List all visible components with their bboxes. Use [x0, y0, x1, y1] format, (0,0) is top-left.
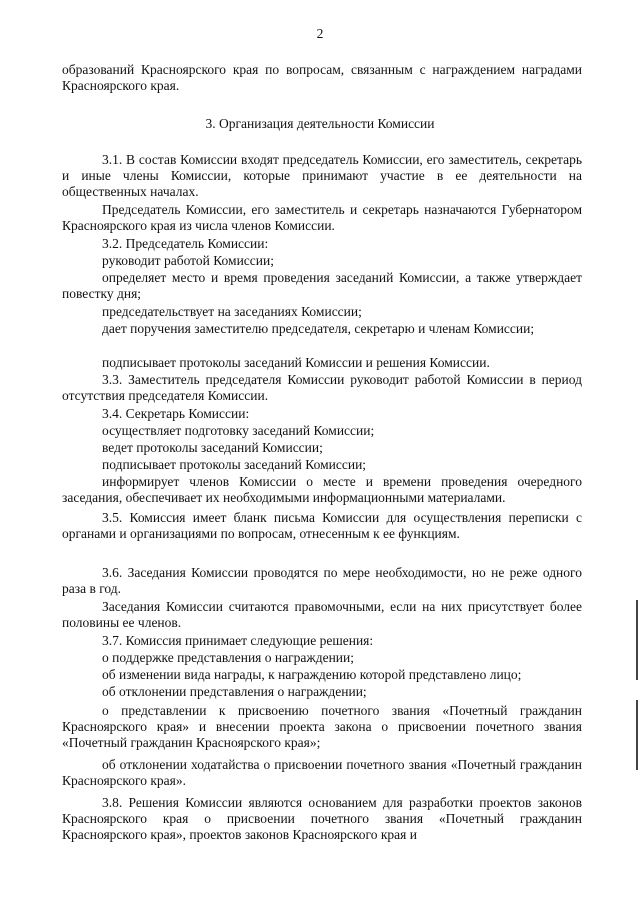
list-item: подписывает протоколы заседаний Комиссии и решения Комиссии.: [102, 355, 490, 370]
paragraph-3-5: 3.5. Комиссия имеет бланк письма Комиссии для осуществления переписки с органами и организациями по вопросам, отнесенным к ее функциям.: [62, 510, 582, 541]
paragraph-3-2: 3.2. Председатель Комиссии:: [102, 236, 269, 251]
section-heading: 3. Организация деятельности Комиссии: [205, 116, 435, 131]
paragraph-quorum: Заседания Комиссии считаются правомочными, если на них присутствует более половины ее членов.: [62, 599, 582, 630]
paragraph-3-1: 3.1. В состав Комиссии входят председатель Комиссии, его заместитель, секретарь и иные члены Комиссии, которые принимают участие в ее деятельности на общественных началах.: [62, 152, 582, 199]
paragraph-3-6: 3.6. Заседания Комиссии проводятся по мере необходимости, но не реже одного раза в год.: [62, 565, 582, 596]
list-item: председательствует на заседаниях Комиссии;: [102, 304, 362, 319]
list-item: об изменении вида награды, к награждению которой представлено лицо;: [102, 667, 522, 682]
scan-edge-mark: [636, 600, 638, 680]
paragraph-3-8: 3.8. Решения Комиссии являются основанием для разработки проектов законов Красноярского края о присвоении почетного звания «Почетный гражданин Красноярского края», проектов законов Красноярского края и: [62, 795, 582, 842]
list-item: дает поручения заместителю председателя, секретарю и членам Комиссии;: [102, 321, 535, 336]
list-item: об отклонении ходатайства о присвоении почетного звания «Почетный гражданин Красноярского края».: [62, 757, 582, 788]
list-item: ведет протоколы заседаний Комиссии;: [102, 440, 323, 455]
list-item: информирует членов Комиссии о месте и времени проведения очередного заседания, обеспечивает их необходимыми информационными материалами.: [62, 474, 582, 505]
paragraph-3-3: 3.3. Заместитель председателя Комиссии руководит работой Комиссии в период отсутствия председателя Комиссии.: [62, 372, 582, 403]
scan-edge-mark: [636, 700, 638, 770]
list-item: определяет место и время проведения заседаний Комиссии, а также утверждает повестку дня;: [62, 270, 582, 301]
paragraph-3-4: 3.4. Секретарь Комиссии:: [102, 406, 250, 421]
page-number: 2: [316, 26, 324, 41]
list-item: подписывает протоколы заседаний Комиссии;: [102, 457, 367, 472]
intro-text: образований Красноярского края по вопросам, связанным с награждением наградами Красноярского края.: [62, 62, 582, 93]
list-item: об отклонении представления о награждении;: [102, 684, 367, 699]
paragraph-3-7: 3.7. Комиссия принимает следующие решения:: [102, 633, 374, 648]
list-item: осуществляет подготовку заседаний Комиссии;: [102, 423, 375, 438]
list-item: о представлении к присвоению почетного звания «Почетный гражданин Красноярского края» и внесении проекта закона о присвоении почетного звания «Почетный гражданин Красноярского края»;: [62, 703, 582, 750]
paragraph-chairman-appointment: Председатель Комиссии, его заместитель и секретарь назначаются Губернатором Красноярского края из числа членов Комиссии.: [62, 202, 582, 233]
list-item: о поддержке представления о награждении;: [102, 650, 355, 665]
list-item: руководит работой Комиссии;: [102, 253, 274, 268]
